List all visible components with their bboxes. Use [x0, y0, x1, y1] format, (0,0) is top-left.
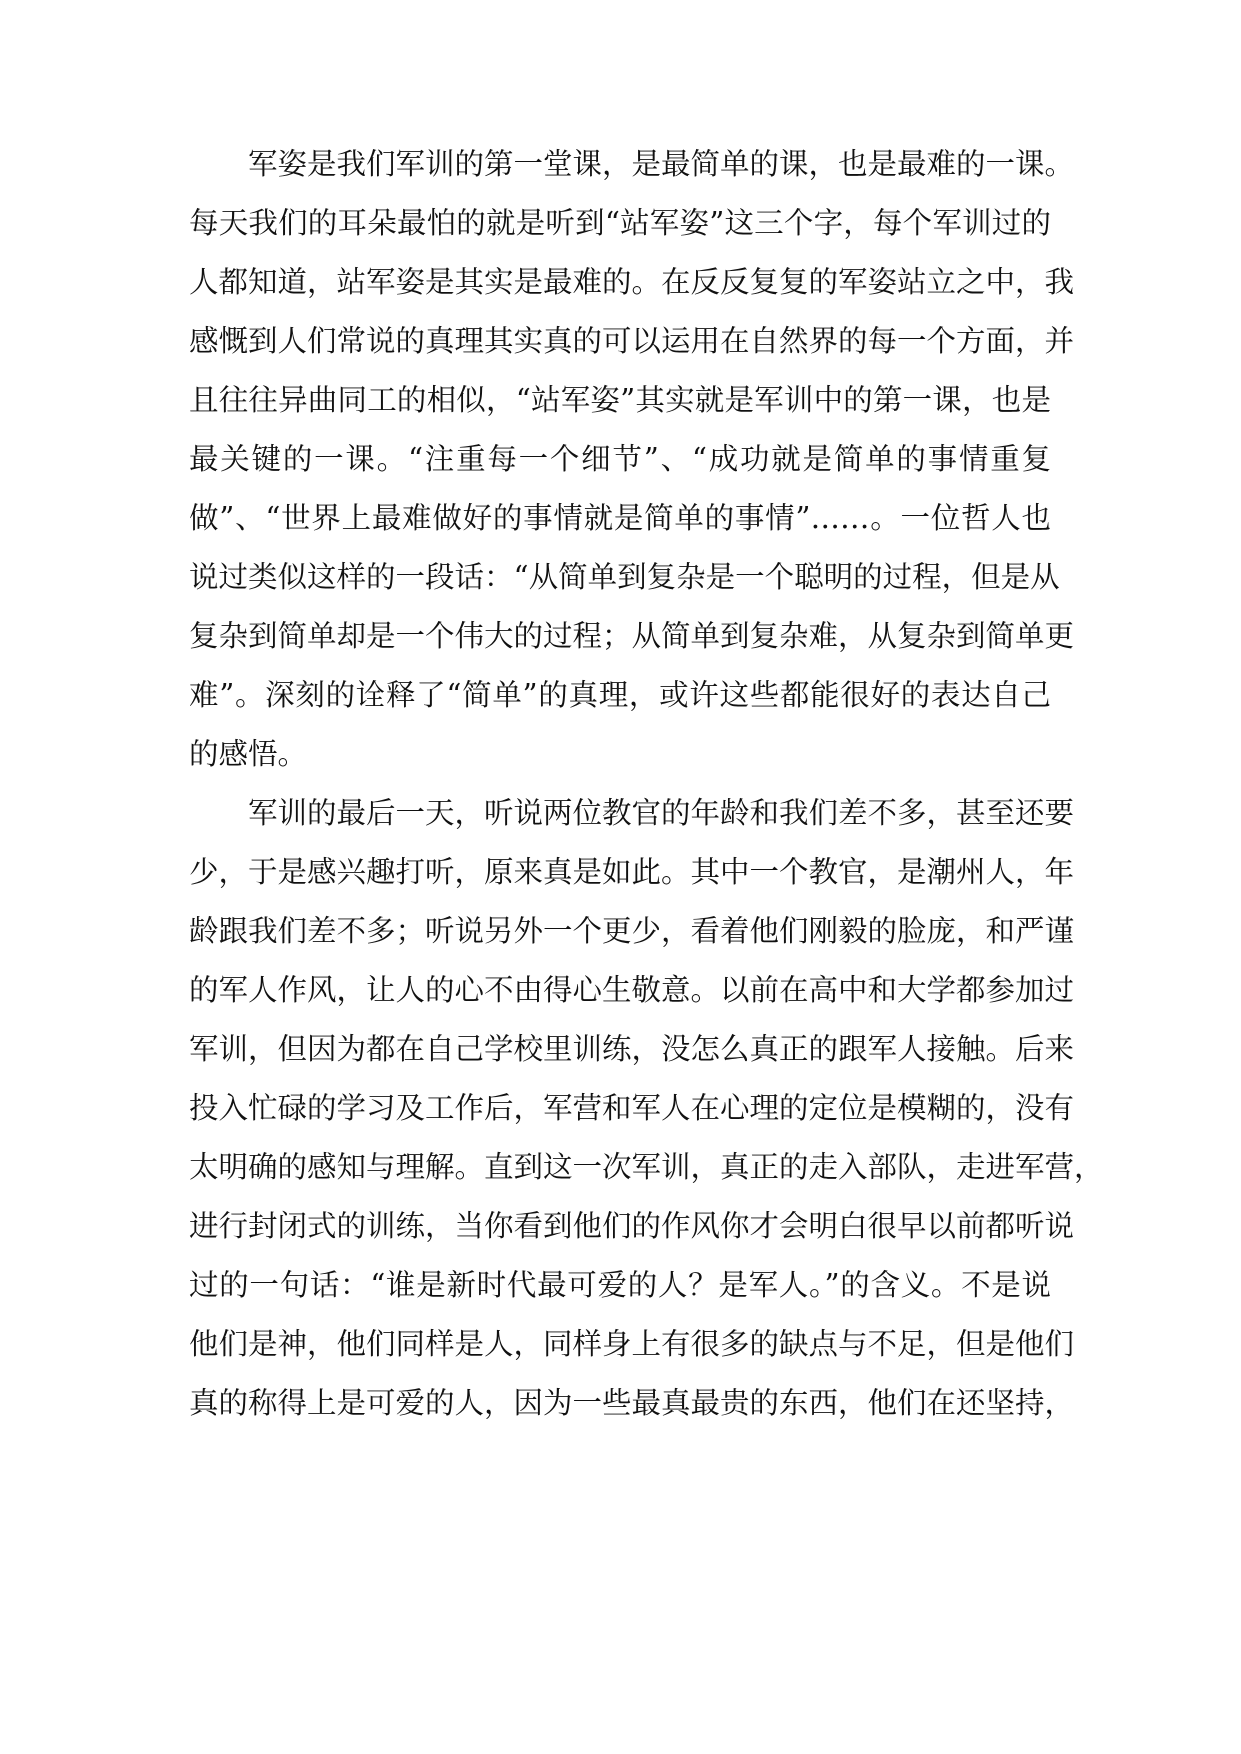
text-line: 军训，但因为都在自己学校里训练，没怎么真正的跟军人接触。后来: [189, 1032, 1075, 1066]
text-line: 的军人作风，让人的心不由得心生敬意。以前在高中和大学都参加过: [189, 973, 1075, 1007]
text-line: 军姿是我们军训的第一堂课，是最简单的课，也是最难的一课。: [248, 147, 1075, 181]
text-line: 的感悟。: [189, 737, 308, 771]
text-line: 最关键的一课。“注重每一个细节”、“成功就是简单的事情重复: [189, 442, 1051, 476]
text-line: 做”、“世界上最难做好的事情就是简单的事情”……。一位哲人也: [189, 501, 1051, 535]
text-line: 复杂到简单却是一个伟大的过程；从简单到复杂难，从复杂到简单更: [189, 619, 1075, 653]
text-line: 进行封闭式的训练，当你看到他们的作风你才会明白很早以前都听说: [189, 1209, 1075, 1243]
text-line: 真的称得上是可爱的人，因为一些最真最贵的东西，他们在还坚持，: [189, 1386, 1075, 1420]
text-line: 军训的最后一天，听说两位教官的年龄和我们差不多，甚至还要: [248, 796, 1075, 830]
text-line: 人都知道，站军姿是其实是最难的。在反反复复的军姿站立之中，我: [189, 265, 1075, 299]
text-line: 且往往异曲同工的相似，“站军姿”其实就是军训中的第一课，也是: [189, 383, 1051, 417]
text-line: 少，于是感兴趣打听，原来真是如此。其中一个教官，是潮州人，年: [189, 855, 1075, 889]
text-line: 每天我们的耳朵最怕的就是听到“站军姿”这三个字，每个军训过的: [189, 206, 1051, 240]
text-line: 说过类似这样的一段话：“从简单到复杂是一个聪明的过程，但是从: [189, 560, 1060, 594]
text-line: 他们是神，他们同样是人，同样身上有很多的缺点与不足，但是他们: [189, 1327, 1075, 1361]
text-line: 太明确的感知与理解。直到这一次军训，真正的走入部队，走进军营，: [189, 1150, 1104, 1184]
text-line: 难”。深刻的诠释了“简单”的真理，或许这些都能很好的表达自己: [189, 678, 1051, 712]
text-line: 过的一句话：“谁是新时代最可爱的人？是军人。”的含义。不是说: [189, 1268, 1051, 1302]
text-line: 感慨到人们常说的真理其实真的可以运用在自然界的每一个方面，并: [189, 324, 1075, 358]
text-line: 投入忙碌的学习及工作后，军营和军人在心理的定位是模糊的，没有: [189, 1091, 1075, 1125]
text-line: 龄跟我们差不多；听说另外一个更少，看着他们刚毅的脸庞，和严谨: [189, 914, 1075, 948]
